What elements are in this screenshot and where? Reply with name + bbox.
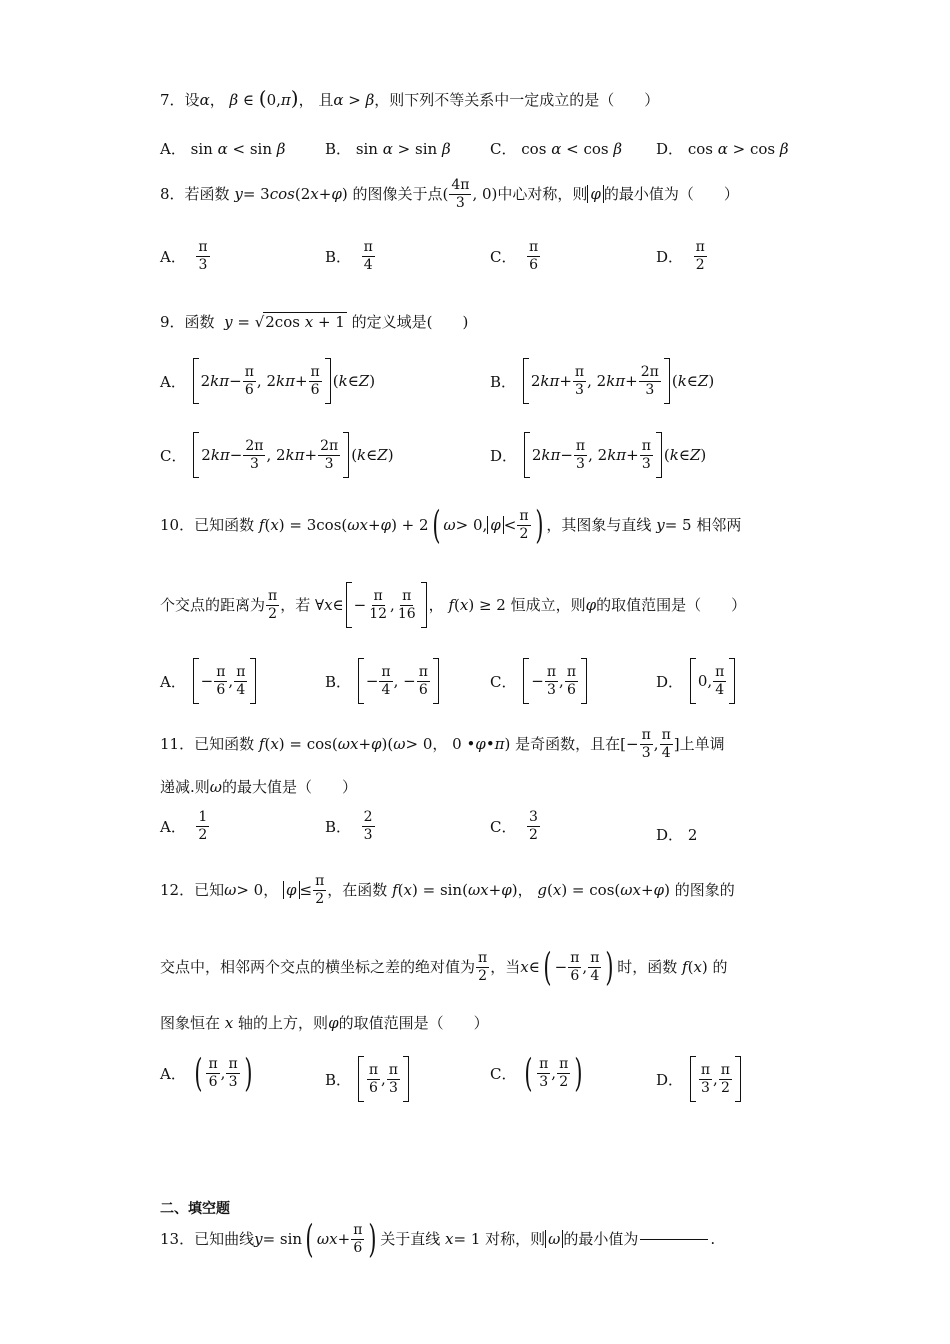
q8-option-c[interactable]: C． π 6: [490, 239, 539, 273]
question-12-line-3: 图象恒在 x 轴的上方，则φ的取值范围是（ ）: [160, 1014, 489, 1032]
q9-option-c[interactable]: C． 2 kπ − 2π 3 , 2 kπ + 2π 3 ( k ∈ Z ): [160, 432, 394, 478]
q7-text-b: ， 且: [298, 91, 334, 109]
q12-option-a[interactable]: A． ( π 6 , π 3 ): [160, 1051, 253, 1095]
answer-blank[interactable]: [640, 1239, 708, 1240]
question-11: 11． 已知函数 f ( x ) = cos( ωx + φ )( ω > 0， 0 • φ • π ) 是奇函数，且在 [− π 3 , π 4 ] 上单调: [160, 727, 725, 761]
q11-option-c[interactable]: C． 3 2: [490, 809, 538, 843]
q11-option-a[interactable]: A． 1 2: [160, 809, 208, 843]
q10-option-b[interactable]: B． − π 4 , − π 6: [325, 658, 441, 704]
q12-option-d[interactable]: D． π 3 , π 2: [656, 1056, 743, 1102]
q7-text-a: 设: [184, 91, 200, 109]
q10-option-c[interactable]: C． − π 3 , π 6: [490, 658, 589, 704]
section-title: 二、填空题: [160, 1201, 230, 1217]
question-number: 7．: [160, 91, 185, 109]
question-12: 12． 已知 ω > 0， φ ≤ π 2 ，在函数 f ( x ) = sin( ωx + φ )， g ( x ) = cos( ωx + φ ) 的图象的: [160, 873, 735, 907]
question-10: 10． 已知函数 f ( x ) = 3cos( ωx + φ ) + 2 ( ω > 0, φ < π 2 ) ，其图象与直线 y = 5 相邻两: [160, 503, 742, 547]
question-12-line-2: 交点中，相邻两个交点的横坐标之差的绝对值为 π 2 ，当 x ∈ ( − π 6 , π 4 ) 时，函数 f ( x ) 的: [160, 945, 728, 989]
question-13: 13． 已知曲线 y = sin ( ωx + π 6 ) 关于直线 x = 1 对称，则 ω 的最小值为 .: [160, 1217, 716, 1261]
q9-option-d[interactable]: D． 2 kπ − π 3 , 2 kπ + π 3 ( k ∈ Z ): [490, 432, 706, 478]
question-7: 7．设α， β ∈ (0,π)， 且α > β，则下列不等关系中一定成立的是（ ）: [160, 86, 660, 110]
q8-option-b[interactable]: B． π 4: [325, 239, 373, 273]
q7-text-c: ，则下列不等关系中一定成立的是（ ）: [374, 91, 660, 109]
q12-option-b[interactable]: B． π 6 , π 3: [325, 1056, 411, 1102]
q9-option-a[interactable]: A． 2 kπ − π 6 , 2 kπ + π 6 ( k ∈ Z ): [160, 358, 375, 404]
q7-option-c[interactable]: C． cos α < cos β: [490, 140, 623, 158]
q11-option-b[interactable]: B． 2 3: [325, 809, 373, 843]
q10-option-a[interactable]: A． − π 6 , π 4: [160, 658, 258, 704]
q7-option-b[interactable]: B． sin α > sin β: [325, 140, 451, 158]
q7-option-a[interactable]: A． sin α < sin β: [160, 140, 286, 158]
q8-option-a[interactable]: A． π 3: [160, 239, 208, 273]
q7-option-d[interactable]: D． cos α > cos β: [656, 140, 789, 158]
question-11-line-2: 递减.则ω的最大值是（ ）: [160, 778, 358, 796]
question-number: 8．: [160, 184, 185, 203]
q11-option-d[interactable]: D． 2: [656, 826, 698, 844]
q8-option-d[interactable]: D． π 2: [656, 239, 705, 273]
question-8: 8． 若函数 y = 3 cos (2 x + φ ) 的图像关于点 ( 4π 3 , 0) 中心对称，则 φ 的最小值为（ ）: [160, 177, 739, 211]
q9-option-b[interactable]: B． 2 kπ + π 3 , 2 kπ + 2π 3 ( k ∈ Z ): [490, 358, 714, 404]
question-10-line-2: 个交点的距离为 π 2 ，若 ∀ x ∈ − π 12 , π 16 ， f ( x ) ≥ 2 恒成立，则 φ 的取值范围是（ ）: [160, 582, 746, 628]
q10-option-d[interactable]: D． 0, π 4: [656, 658, 737, 704]
question-9: 9．函数 y = √2cos x + 1 的定义域是( ): [160, 313, 469, 331]
q12-option-c[interactable]: C． ( π 3 , π 2 ): [490, 1051, 583, 1095]
